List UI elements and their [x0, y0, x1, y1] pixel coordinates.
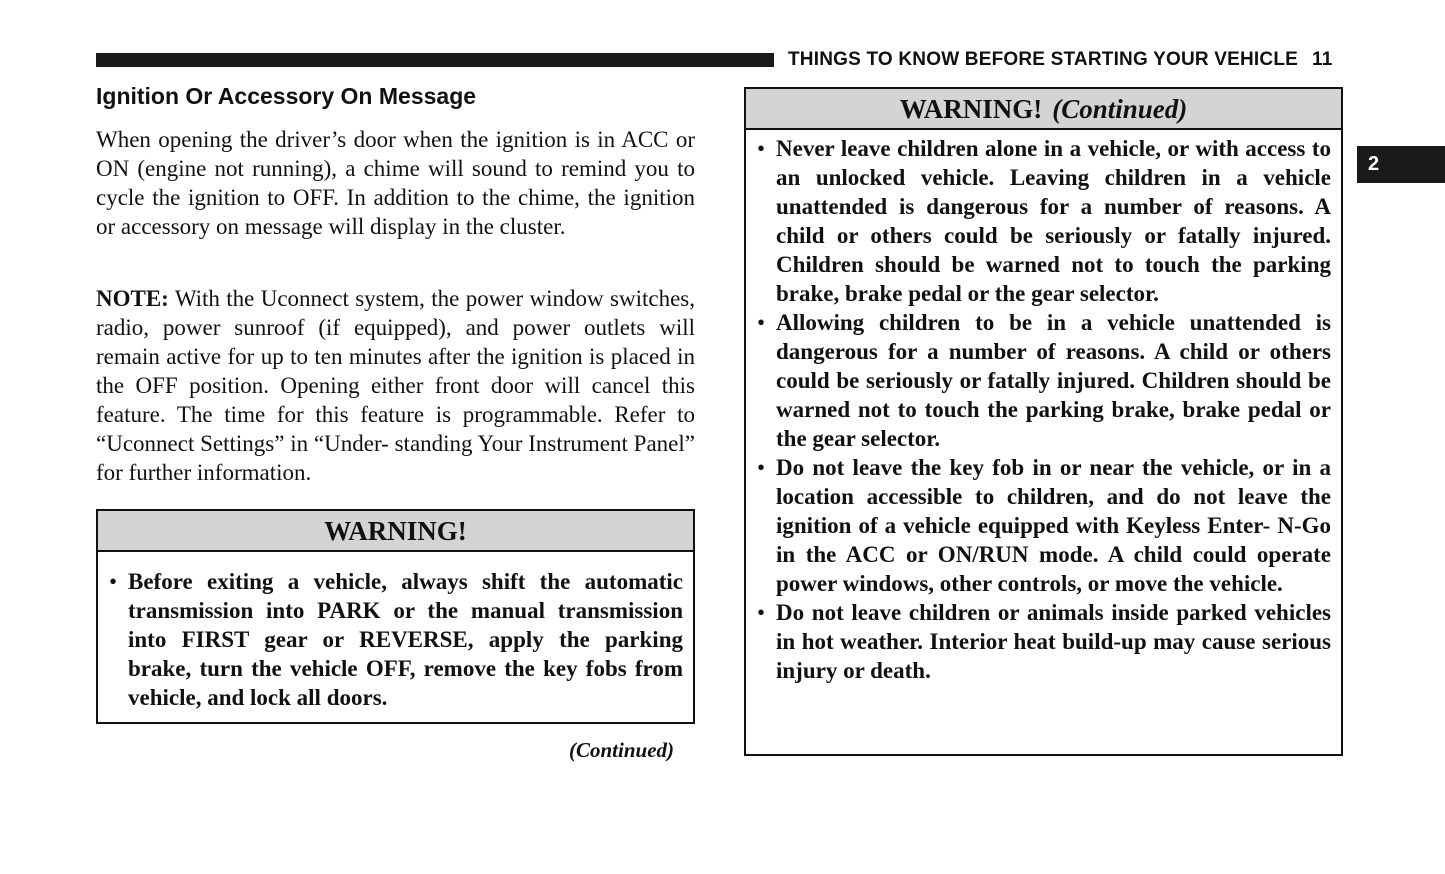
- warning-title: WARNING!: [899, 94, 1043, 124]
- warning-list: [98, 552, 693, 712]
- warning-item: • Allowing children to be in a vehicle unattended is dangerous for a number of reasons. A child or others could be seriously or fatally injured. Children should be warned not to touch the parking brake, brake pedal or the gear selector.: [776, 308, 1331, 453]
- section-title: Ignition Or Accessory On Message: [96, 83, 477, 109]
- running-header: [788, 49, 1333, 71]
- body-paragraph: When opening the driver’s door when the ignition is in ACC or ON (engine not running), a chime will sound to remind you to cycle the ignition to OFF. In addition to the chime, the ignition or accessory on message will display in the cluster.: [96, 127, 695, 239]
- continued-label: (Continued): [569, 738, 675, 762]
- warning-item: • Do not leave the key fob in or near the vehicle, or in a location accessible to children, and do not leave the ignition of a vehicle equipped with Keyless Enter- N-Go in the ACC or ON/RUN mode. A child could operate power windows, other controls, or move the vehicle.: [776, 453, 1331, 598]
- warning-header: [98, 511, 693, 552]
- page-number: 11: [1312, 49, 1333, 70]
- note-paragraph: [96, 284, 695, 487]
- chapter-tab: 2: [1357, 146, 1445, 183]
- header-title: THINGS TO KNOW BEFORE STARTING YOUR VEHICLE: [788, 49, 1299, 70]
- warning-header: [746, 89, 1341, 130]
- warning-item: • Before exiting a vehicle, always shift the automatic transmission into PARK or the manual transmission into FIRST gear or REVERSE, apply the parking brake, turn the vehicle OFF, remove the key fobs from vehicle, and lock all doors.: [128, 567, 683, 712]
- note-label: NOTE:: [96, 286, 169, 311]
- note-text: With the Uconnect system, the power window switches, radio, power sunroof (if equipped), and power outlets will remain active for up to ten minutes after the ignition is placed in the OFF position. Opening either front door will cancel this feature. The time for this feature is programmable. Refer to “Uconnect Settings” in “Under- standing Your Instrument Panel” for further information.: [96, 286, 696, 485]
- warning-continued-label: (Continued): [1052, 94, 1188, 124]
- warning-box-continued: [744, 87, 1343, 756]
- warning-item: • Do not leave children or animals inside parked vehicles in hot weather. Interior heat build-up may cause serious injury or death.: [776, 598, 1331, 685]
- warning-list: [746, 130, 1341, 685]
- warning-box: [96, 509, 695, 724]
- warning-title: WARNING!: [324, 516, 467, 546]
- header-rule: [96, 53, 774, 67]
- warning-item: • Never leave children alone in a vehicle, or with access to an unlocked vehicle. Leaving children in a vehicle unattended is dangerous for a number of reasons. A child or others could be seriously or fatally injured. Children should be warned not to touch the parking brake, brake pedal or the gear selector.: [776, 134, 1331, 308]
